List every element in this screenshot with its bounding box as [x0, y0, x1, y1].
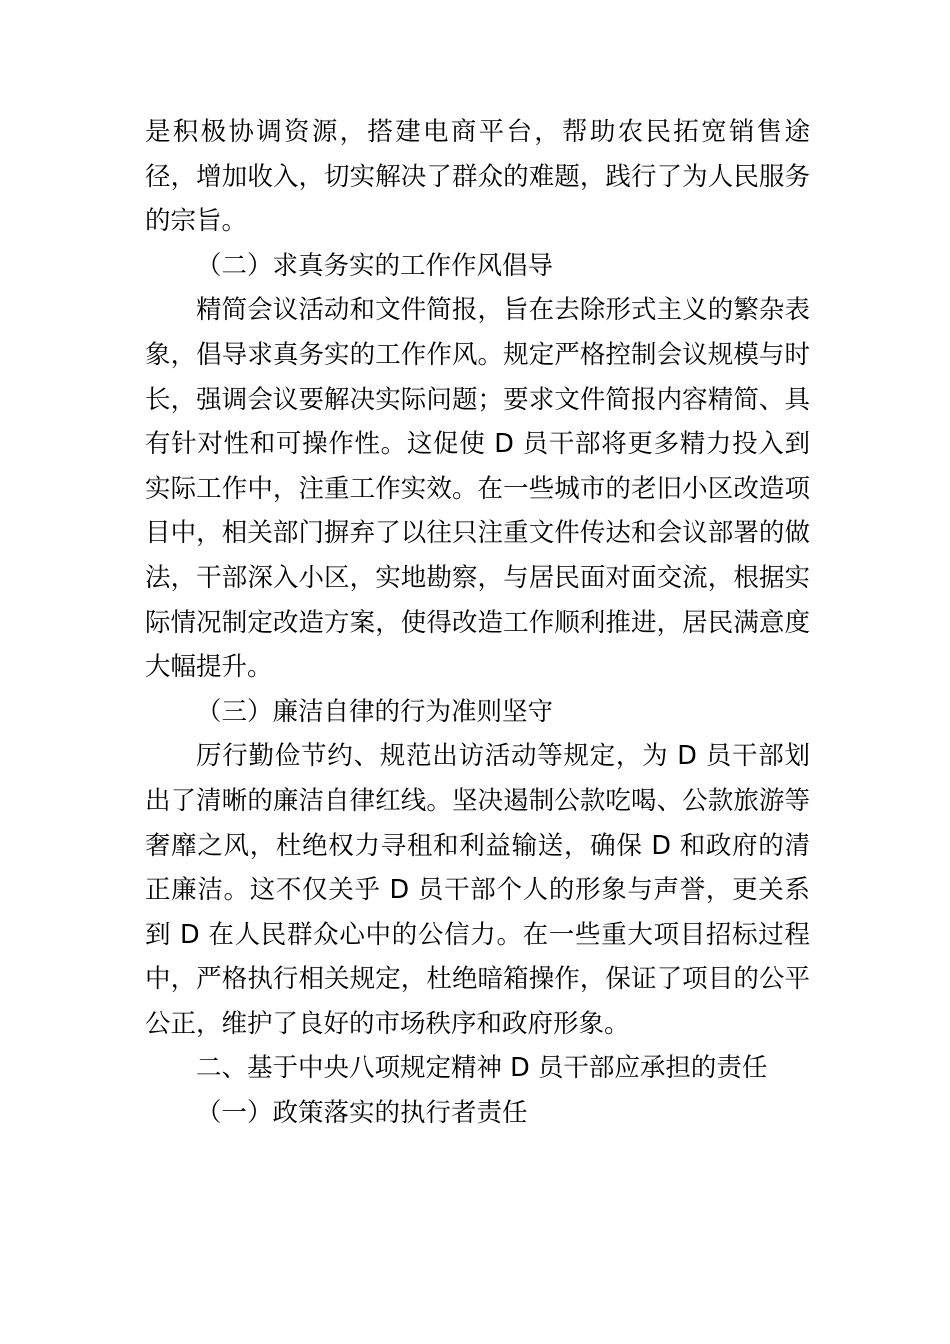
- section-heading-2: （二）求真务实的工作作风倡导: [196, 250, 554, 281]
- text-line: 目中，相关部门摒弃了以往只注重文件传达和会议部署的做: [145, 518, 810, 549]
- text-line: 际情况制定改造方案，使得改造工作顺利推进，居民满意度: [145, 607, 810, 638]
- text-line: 实际工作中，注重工作实效。在一些城市的老旧小区改造项: [145, 473, 810, 504]
- text-line: 是积极协调资源，搭建电商平台，帮助农民拓宽销售途: [145, 117, 810, 147]
- text-line: 长，强调会议要解决实际问题；要求文件简报内容精简、具: [145, 384, 810, 415]
- section-heading-3: （三）廉洁自律的行为准则坚守: [196, 696, 554, 727]
- text-line: 大幅提升。: [145, 652, 273, 683]
- text-line: 出了清晰的廉洁自律红线。坚决遏制公款吃喝、公款旅游等: [145, 785, 810, 816]
- text-line: 精简会议活动和文件简报，旨在去除形式主义的繁杂表: [196, 295, 810, 326]
- text-line: 奢靡之风，杜绝权力寻租和利益输送，确保 D 和政府的清: [145, 830, 810, 861]
- chapter-heading-2: 二、基于中央八项规定精神 D 员干部应承担的责任: [196, 1053, 768, 1084]
- text-line: 法，干部深入小区，实地勘察，与居民面对面交流，根据实: [145, 562, 810, 593]
- text-line: 有针对性和可操作性。这促使 D 员干部将更多精力投入到: [145, 429, 810, 460]
- section-heading-1: （一）政策落实的执行者责任: [196, 1098, 528, 1129]
- paragraph-continuation: [145, 110, 810, 244]
- paragraph-work-style: [145, 288, 810, 689]
- text-line: 中，严格执行相关规定，杜绝暗箱操作，保证了项目的公平: [145, 964, 810, 995]
- text-line: 到 D 在人民群众心中的公信力。在一些重大项目招标过程: [145, 919, 810, 950]
- text-line: 厉行勤俭节约、规范出访活动等规定，为 D 员干部划: [196, 741, 810, 772]
- text-line: 象，倡导求真务实的工作作风。规定严格控制会议规模与时: [145, 339, 810, 370]
- text-line: 正廉洁。这不仅关乎 D 员干部个人的形象与声誉，更关系: [145, 875, 810, 906]
- text-line: 径，增加收入，切实解决了群众的难题，践行了为人民服务: [145, 161, 810, 192]
- paragraph-integrity: [145, 734, 810, 1046]
- text-line: 公正，维护了良好的市场秩序和政府形象。: [145, 1008, 630, 1039]
- document-body: [145, 110, 810, 1136]
- text-line: 的宗旨。: [145, 206, 248, 237]
